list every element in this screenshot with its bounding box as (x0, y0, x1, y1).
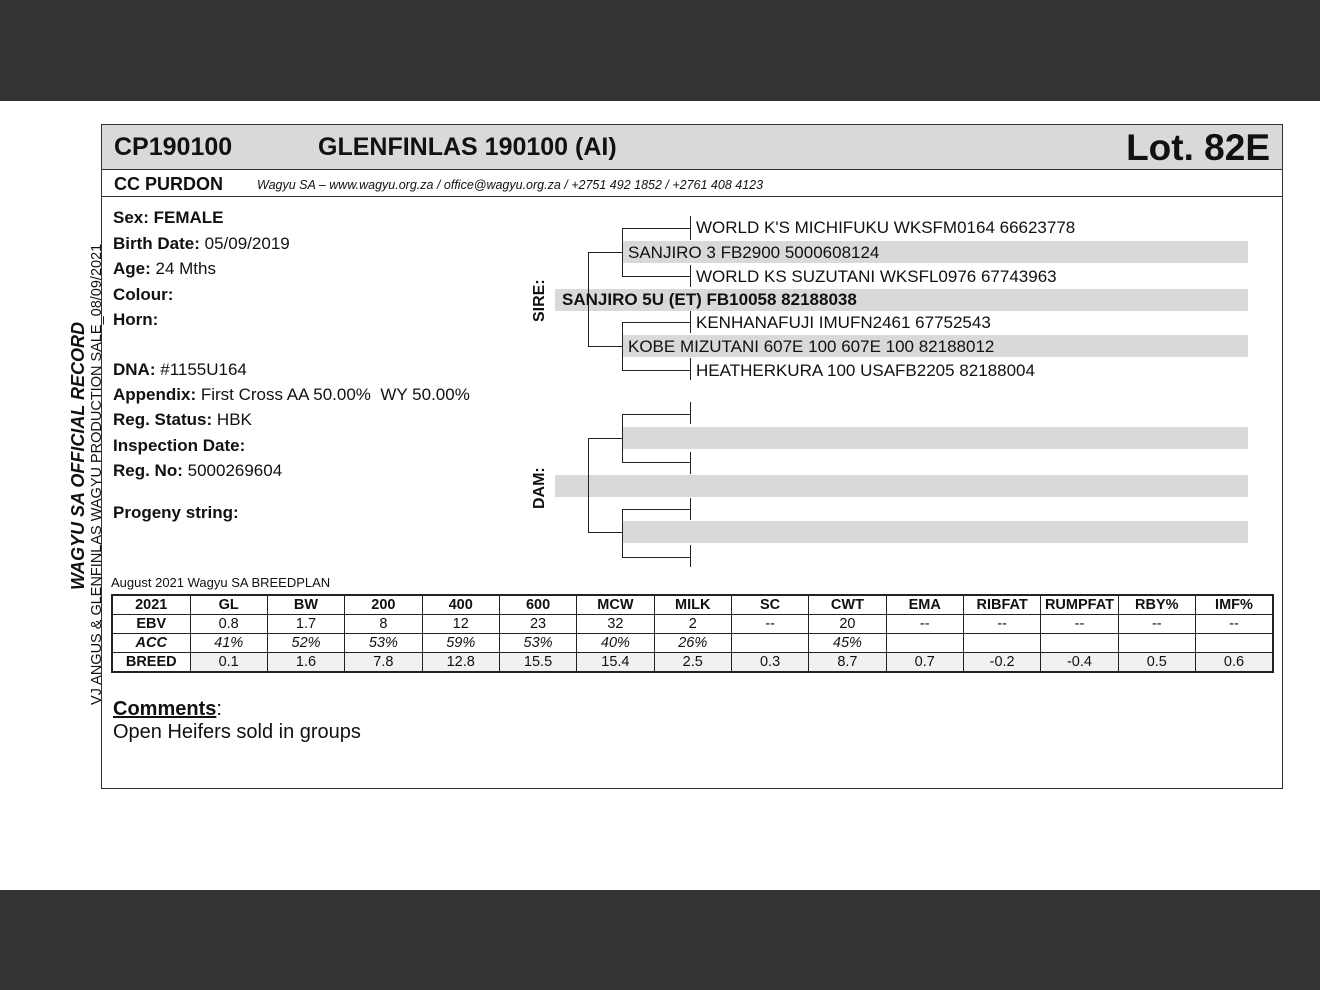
ebv-cell: EBV (112, 615, 190, 634)
dam-sire-bracket-top (622, 414, 690, 415)
breeder-name: CC PURDON (114, 174, 224, 194)
inspection-date-label: Inspection Date: (113, 436, 246, 455)
sire-label: SIRE: (531, 279, 548, 322)
acc-cell (1195, 634, 1273, 653)
appendix-label: Appendix: (113, 385, 197, 404)
comments-label: Comments (113, 698, 217, 720)
breed-cell: 2.5 (654, 653, 731, 673)
tick-7 (690, 498, 691, 520)
tick-4 (690, 358, 691, 380)
breed-cell: 7.8 (345, 653, 422, 673)
tick-8 (690, 545, 691, 567)
dam-sire-band (622, 427, 1248, 449)
dam-sire-bracket-bottom (622, 462, 690, 463)
birth-date-field (113, 234, 290, 254)
headers-cell: BW (267, 595, 344, 615)
breed-cell: 1.6 (267, 653, 344, 673)
sire-dam-name: KOBE MIZUTANI 607E 100 607E 100 82188012 (628, 337, 995, 356)
bottom-dark-bar (0, 890, 1320, 990)
age-label: Age: (113, 259, 151, 278)
ebv-cell: 8 (345, 615, 422, 634)
tick-6 (690, 452, 691, 474)
registration-id: CP190100 (114, 133, 233, 161)
sire-bracket-top (588, 252, 622, 253)
tick-2 (690, 265, 691, 287)
progeny-label: Progeny string: (113, 503, 239, 522)
acc-row (112, 634, 1273, 653)
age-value: 24 Mths (155, 259, 216, 278)
breed-cell: 12.8 (422, 653, 499, 673)
headers-cell: 600 (499, 595, 576, 615)
dam-sire-bracket-vertical (622, 414, 623, 462)
dna-label: DNA: (113, 360, 156, 379)
lot-number: Lot. 82E (1126, 127, 1270, 168)
headers-cell: CWT (809, 595, 886, 615)
sire-sire-name: SANJIRO 3 FB2900 5000608124 (628, 243, 880, 262)
dam-bracket-bottom (588, 532, 622, 533)
contact-info: Wagyu SA – www.wagyu.org.za / office@wagyu.org.za / +2751 492 1852 / +2761 408 4123 (257, 178, 764, 192)
dam-bracket-top (588, 438, 622, 439)
headers-cell: SC (731, 595, 808, 615)
sire-dam-dam-name: HEATHERKURA 100 USAFB2205 82188004 (696, 361, 1035, 380)
sire-dam-sire-name: KENHANAFUJI IMUFN2461 67752543 (696, 313, 991, 332)
breedplan-title: August 2021 Wagyu SA BREEDPLAN (111, 575, 331, 590)
sire-sire-bracket-top (622, 228, 690, 229)
table-header-row (112, 595, 1273, 615)
ebv-row (112, 615, 1273, 634)
animal-name: GLENFINLAS 190100 (AI) (318, 133, 617, 161)
breed-cell: 0.1 (190, 653, 267, 673)
ebv-cell: 32 (577, 615, 654, 634)
acc-cell (731, 634, 808, 653)
breedplan-table (111, 594, 1274, 673)
reg-status-label: Reg. Status: (113, 410, 213, 429)
headers-cell: RIBFAT (963, 595, 1040, 615)
title-header (102, 125, 1282, 170)
acc-cell (886, 634, 963, 653)
headers-cell: MILK (654, 595, 731, 615)
comments-text: Open Heifers sold in groups (113, 721, 361, 743)
dam-band (555, 475, 1248, 497)
official-record-label: WAGYU SA OFFICIAL RECORD (68, 321, 88, 590)
ebv-cell: -- (1195, 615, 1273, 634)
breed-cell: 0.3 (731, 653, 808, 673)
birth-date-value: 05/09/2019 (204, 234, 290, 253)
appendix-field (113, 385, 470, 405)
breed-cell: -0.2 (963, 653, 1040, 673)
horn-field (113, 310, 158, 330)
headers-cell: GL (190, 595, 267, 615)
breed-cell: 0.6 (1195, 653, 1273, 673)
sire-sire-dam-name: WORLD KS SUZUTANI WKSFL0976 67743963 (696, 267, 1057, 286)
ebv-cell: 12 (422, 615, 499, 634)
breed-row (112, 653, 1273, 673)
tick-5 (690, 402, 691, 424)
ebv-cell: -- (1041, 615, 1118, 634)
sire-sire-sire-name: WORLD K'S MICHIFUKU WKSFM0164 66623778 (696, 218, 1076, 237)
sire-sire-bracket-vertical (622, 228, 623, 276)
acc-cell: 45% (809, 634, 886, 653)
acc-cell: 53% (345, 634, 422, 653)
top-dark-bar (0, 0, 1320, 101)
pedigree-certificate (101, 124, 1283, 789)
tick-3 (690, 311, 691, 333)
reg-status-value: HBK (216, 410, 252, 429)
sex-field (113, 208, 224, 228)
headers-cell: 400 (422, 595, 499, 615)
headers-cell: RUMPFAT (1041, 595, 1118, 615)
ebv-cell: 0.8 (190, 615, 267, 634)
reg-no-field (113, 461, 282, 481)
headers-cell: EMA (886, 595, 963, 615)
dam-label: DAM: (531, 467, 548, 509)
birth-date-label: Birth Date: (113, 234, 200, 253)
ebv-cell: 23 (499, 615, 576, 634)
dna-value: #1155U164 (160, 360, 247, 379)
horn-label: Horn: (113, 310, 159, 329)
reg-no-label: Reg. No: (113, 461, 183, 480)
headers-cell: 2021 (112, 595, 190, 615)
sire-dam-bracket-vertical (622, 322, 623, 370)
dam-dam-bracket-top (622, 509, 690, 510)
breed-cell: BREED (112, 653, 190, 673)
ebv-cell: -- (1118, 615, 1195, 634)
sire-dam-bracket-bottom (622, 370, 690, 371)
reg-no-value: 5000269604 (187, 461, 283, 480)
comments-heading: Comments: (113, 698, 222, 720)
dam-dam-band (622, 521, 1248, 543)
breed-cell: 0.5 (1118, 653, 1195, 673)
acc-cell: 52% (267, 634, 344, 653)
breed-cell: 15.5 (499, 653, 576, 673)
sire-sire-bracket-bottom (622, 276, 690, 277)
reg-status-field (113, 410, 252, 430)
colour-label: Colour: (113, 285, 174, 304)
sire-name: SANJIRO 5U (ET) FB10058 82188038 (562, 290, 857, 309)
acc-cell: 40% (577, 634, 654, 653)
ebv-cell: 1.7 (267, 615, 344, 634)
sale-label: VJ ANGUS & GLENFINLAS WAGYU PRODUCTION SALE_08/09/2021 (89, 243, 105, 705)
breeder-header (102, 170, 1282, 197)
acc-cell (1118, 634, 1195, 653)
acc-cell: ACC (112, 634, 190, 653)
colour-field (113, 285, 173, 305)
inspection-date-field (113, 436, 245, 456)
dam-dam-bracket-bottom (622, 557, 690, 558)
sex-label: Sex: FEMALE (113, 208, 224, 227)
ebv-cell: 20 (809, 615, 886, 634)
acc-cell (963, 634, 1040, 653)
tick-1 (690, 216, 691, 240)
progeny-field (113, 503, 239, 523)
headers-cell: RBY% (1118, 595, 1195, 615)
ebv-cell: 2 (654, 615, 731, 634)
ebv-cell: -- (963, 615, 1040, 634)
ebv-cell: -- (886, 615, 963, 634)
breed-cell: 8.7 (809, 653, 886, 673)
headers-cell: IMF% (1195, 595, 1273, 615)
age-field (113, 259, 216, 279)
breed-cell: -0.4 (1041, 653, 1118, 673)
acc-cell: 59% (422, 634, 499, 653)
headers-cell: 200 (345, 595, 422, 615)
sire-dam-bracket-top (622, 322, 690, 323)
dam-bracket-vertical (588, 438, 589, 532)
acc-cell: 41% (190, 634, 267, 653)
sire-bracket-bottom (588, 346, 622, 347)
ebv-cell: -- (731, 615, 808, 634)
appendix-value: First Cross AA 50.00% WY 50.00% (200, 385, 470, 404)
dna-field (113, 360, 247, 380)
acc-cell: 53% (499, 634, 576, 653)
dam-dam-bracket-vertical (622, 509, 623, 557)
acc-cell (1041, 634, 1118, 653)
breed-cell: 15.4 (577, 653, 654, 673)
acc-cell: 26% (654, 634, 731, 653)
headers-cell: MCW (577, 595, 654, 615)
breed-cell: 0.7 (886, 653, 963, 673)
